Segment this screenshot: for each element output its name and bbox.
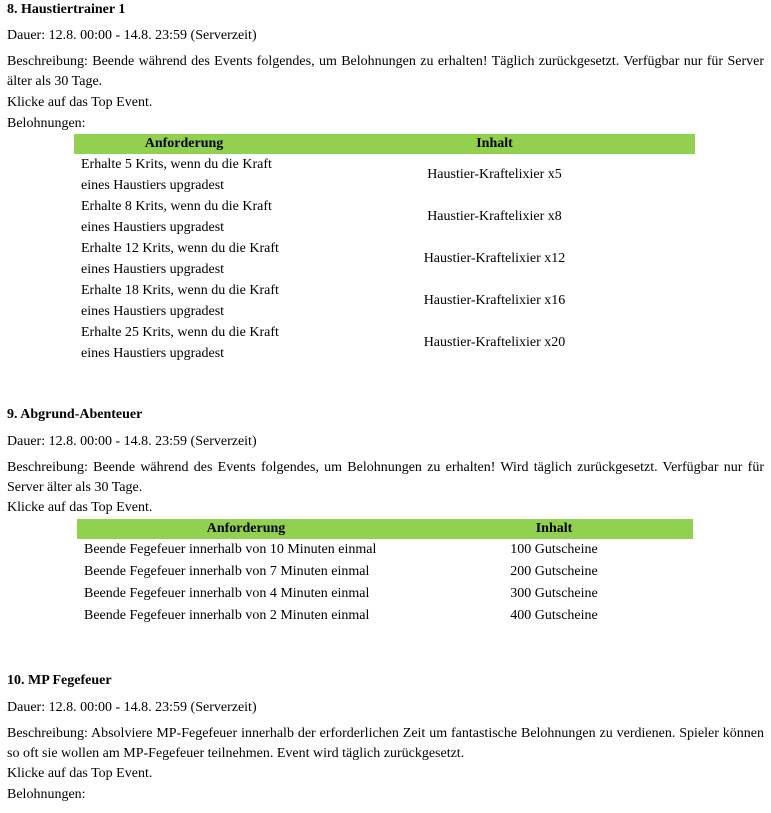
table-row [77,583,693,605]
table-cell-requirement: Beende Fegefeuer innerhalb von 10 Minuten einmal [84,542,377,557]
table-cell-requirement: Erhalte 8 Krits, wenn du die Kraft eines Haustiers upgradest [81,199,272,235]
table-row [74,196,695,238]
table-row [77,539,693,561]
table-cell-content: Haustier-Kraftelixier x8 [427,209,562,224]
table-cell-requirement: Erhalte 25 Krits, wenn du die Kraft eines Haustiers upgradest [81,325,279,361]
table-cell-content: 400 Gutscheine [510,608,598,623]
table-header: Anforderung [77,519,415,539]
rewards-table [77,519,693,627]
table-header: Anforderung [74,134,294,154]
section-click-hint: Klicke auf das Top Event. [7,95,153,110]
section-click-hint: Klicke auf das Top Event. [7,500,153,515]
table-row [77,605,693,627]
section-rewards-label: Belohnungen: [7,116,86,131]
table-cell-requirement: Erhalte 5 Krits, wenn du die Kraft eines Haustiers upgradest [81,157,272,193]
section-description: Beschreibung: Beende während des Events folgendes, um Belohnungen zu erhalten! Wird täglich zurückgesetzt. Verfügbar nur für Server älter als 30 Tage. [7,460,764,495]
table-row [74,322,695,364]
section-title: 9. Abgrund-Abenteuer [7,407,143,422]
table-cell-content: Haustier-Kraftelixier x5 [427,167,562,182]
section-duration: Dauer: 12.8. 00:00 - 14.8. 23:59 (Serverzeit) [7,700,257,715]
table-header: Inhalt [294,134,695,154]
table-row [74,238,695,280]
table-cell-requirement: Erhalte 12 Krits, wenn du die Kraft eines Haustiers upgradest [81,241,279,277]
section-description: Beschreibung: Beende während des Events folgendes, um Belohnungen zu erhalten! Täglich zurückgesetzt. Verfügbar nur für Server älter als 30 Tage. [7,54,764,89]
table-cell-requirement: Beende Fegefeuer innerhalb von 2 Minuten einmal [84,608,370,623]
table-row [74,280,695,322]
table-header-row [74,134,695,154]
table-cell-content: Haustier-Kraftelixier x12 [423,251,566,266]
table-row [74,154,695,196]
section-click-hint: Klicke auf das Top Event. [7,766,153,781]
section-duration: Dauer: 12.8. 00:00 - 14.8. 23:59 (Serverzeit) [7,434,257,449]
table-cell-content: 200 Gutscheine [510,564,598,579]
table-cell-content: 100 Gutscheine [510,542,598,557]
table-header-row [77,519,693,539]
section-title: 8. Haustiertrainer 1 [7,2,126,17]
table-cell-content: Haustier-Kraftelixier x16 [423,293,566,308]
section-rewards-label: Belohnungen: [7,787,86,802]
table-cell-requirement: Erhalte 18 Krits, wenn du die Kraft eines Haustiers upgradest [81,283,279,319]
section-title: 10. MP Fegefeuer [7,673,112,688]
table-cell-requirement: Beende Fegefeuer innerhalb von 4 Minuten einmal [84,586,370,601]
table-row [77,561,693,583]
section-duration: Dauer: 12.8. 00:00 - 14.8. 23:59 (Serverzeit) [7,28,257,43]
rewards-table [74,134,695,364]
table-cell-content: 300 Gutscheine [510,586,598,601]
section-description: Beschreibung: Absolviere MP-Fegefeuer innerhalb der erforderlichen Zeit um fantastische Belohnungen zu verdienen. Spieler können so oft sie wollen am MP-Fegefeuer teilnehmen. Event wird täglich zurückgesetzt. [7,726,764,761]
table-cell-content: Haustier-Kraftelixier x20 [423,335,566,350]
table-cell-requirement: Beende Fegefeuer innerhalb von 7 Minuten einmal [84,564,370,579]
table-header: Inhalt [415,519,693,539]
